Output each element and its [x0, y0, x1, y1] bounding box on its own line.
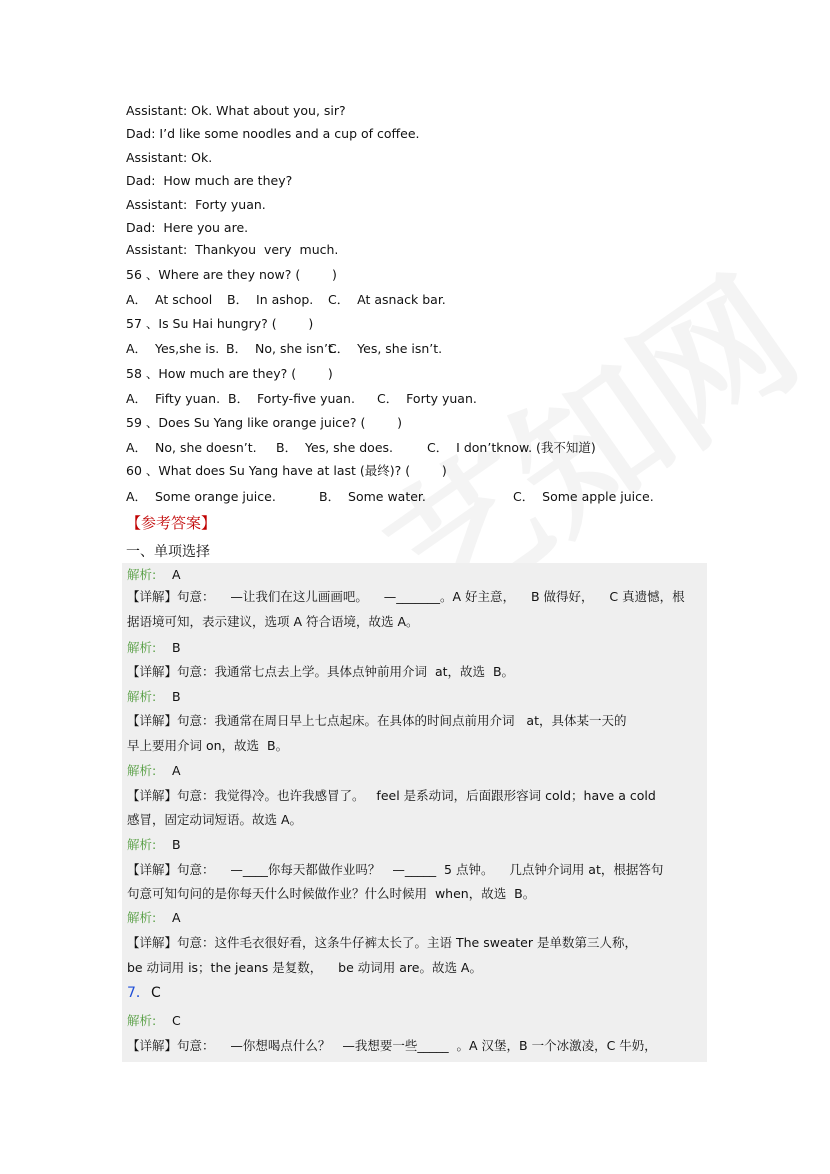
answer-label: 解析: — [127, 567, 157, 582]
dialogue-line: Assistant: Ok. What about you, sir? — [126, 103, 346, 118]
answer-detail: be 动词用 is；the jeans 是复数， be 动词用 are。故选 A。 — [127, 960, 482, 975]
option: B． Forty-five yuan. — [228, 391, 355, 406]
answer-value: A — [172, 763, 181, 778]
item-number: 7． — [127, 985, 150, 1001]
option: C． At asnack bar. — [328, 292, 446, 307]
answer-value: C — [172, 1013, 181, 1028]
answer-value: A — [172, 910, 181, 925]
answer-heading: 【参考答案】 — [126, 514, 217, 532]
dialogue-line: Dad: Here you are. — [126, 220, 249, 235]
answer-detail: 早上要用介词 on，故选 B。 — [127, 738, 289, 753]
answer-detail: 【详解】句意：我通常在周日早上七点起床。在具体的时间点前用介词 at，具体某一天的 — [127, 713, 627, 728]
answer-detail: 感冒，固定动词短语。故选 A。 — [127, 812, 303, 827]
dialogue-line: Assistant: Ok. — [126, 150, 213, 165]
answer-detail: 【详解】句意：我觉得冷。也许我感冒了。 feel 是系动词，后面跟形容词 cold；have a cold — [127, 788, 656, 803]
option: B． In ashop. — [227, 292, 314, 307]
answer-value: A — [172, 567, 181, 582]
answer-label: 解析: — [127, 689, 157, 704]
option: B． Some water. — [319, 489, 426, 504]
answer-detail: 【详解】句意： —____你每天都做作业吗？ —_____ 5 点钟。 几点钟介词用 at，根据答句 — [127, 862, 664, 877]
answer-detail: 【详解】句意： —你想喝点什么？ —我想要一些_____ 。A 汉堡，B 一个冰激凌，C 牛奶， — [127, 1038, 657, 1053]
answer-label: 解析: — [127, 763, 157, 778]
answer-label: 解析: — [127, 640, 157, 655]
option: C． Yes, she isn’t. — [328, 341, 443, 356]
dialogue-line: Assistant: Thankyou very much. — [126, 242, 339, 257]
answer-detail: 据语境可知，表示建议，选项 A 符合语境，故选 A。 — [127, 614, 419, 629]
question-58: 58 、How much are they? ( ) — [126, 366, 333, 381]
option: B． Yes, she does. — [276, 440, 394, 455]
answer-detail: 【详解】句意：这件毛衣很好看，这条牛仔裤太长了。主语 The sweater 是单数第三人称， — [127, 935, 637, 950]
dialogue-line: Dad: How much are they? — [126, 173, 293, 188]
answer-detail: 句意可知句问的是你每天什么时候做作业？什么时候用 when，故选 B。 — [127, 886, 536, 901]
item-letter: C — [151, 985, 161, 1001]
answer-detail: 【详解】句意： —让我们在这儿画画吧。 —_______。A 好主意， B 做得好， C 真遗憾，根 — [127, 589, 685, 604]
dialogue-line: Assistant: Forty yuan. — [126, 197, 266, 212]
section-heading: 一、单项选择 — [126, 544, 210, 560]
question-57: 57 、Is Su Hai hungry? ( ) — [126, 316, 314, 331]
question-56: 56 、Where are they now? ( ) — [126, 267, 337, 282]
option: A． Yes,she is. — [126, 341, 220, 356]
option: C． Forty yuan. — [377, 391, 477, 406]
question-60: 60 、What does Su Yang have at last (最终)? ( ) — [126, 463, 447, 478]
option: C． Some apple juice. — [513, 489, 654, 504]
question-59: 59 、Does Su Yang like orange juice? ( ) — [126, 415, 403, 430]
answer-detail: 【详解】句意：我通常七点去上学。具体点钟前用介词 at，故选 B。 — [127, 664, 515, 679]
answer-value: B — [172, 689, 181, 704]
option: A． At school — [126, 292, 213, 307]
answer-label: 解析: — [127, 910, 157, 925]
option: C． I don’tknow. (我不知道) — [427, 440, 596, 455]
option: A． Fifty yuan. — [126, 391, 221, 406]
option: A． Some orange juice. — [126, 489, 276, 504]
answer-value: B — [172, 837, 181, 852]
answer-value: B — [172, 640, 181, 655]
option: A． No, she doesn’t. — [126, 440, 257, 455]
answer-label: 解析: — [127, 837, 157, 852]
option: B． No, she isn’t. — [226, 341, 337, 356]
answer-label: 解析: — [127, 1013, 157, 1028]
dialogue-line: Dad: I’d like some noodles and a cup of coffee. — [126, 126, 420, 141]
